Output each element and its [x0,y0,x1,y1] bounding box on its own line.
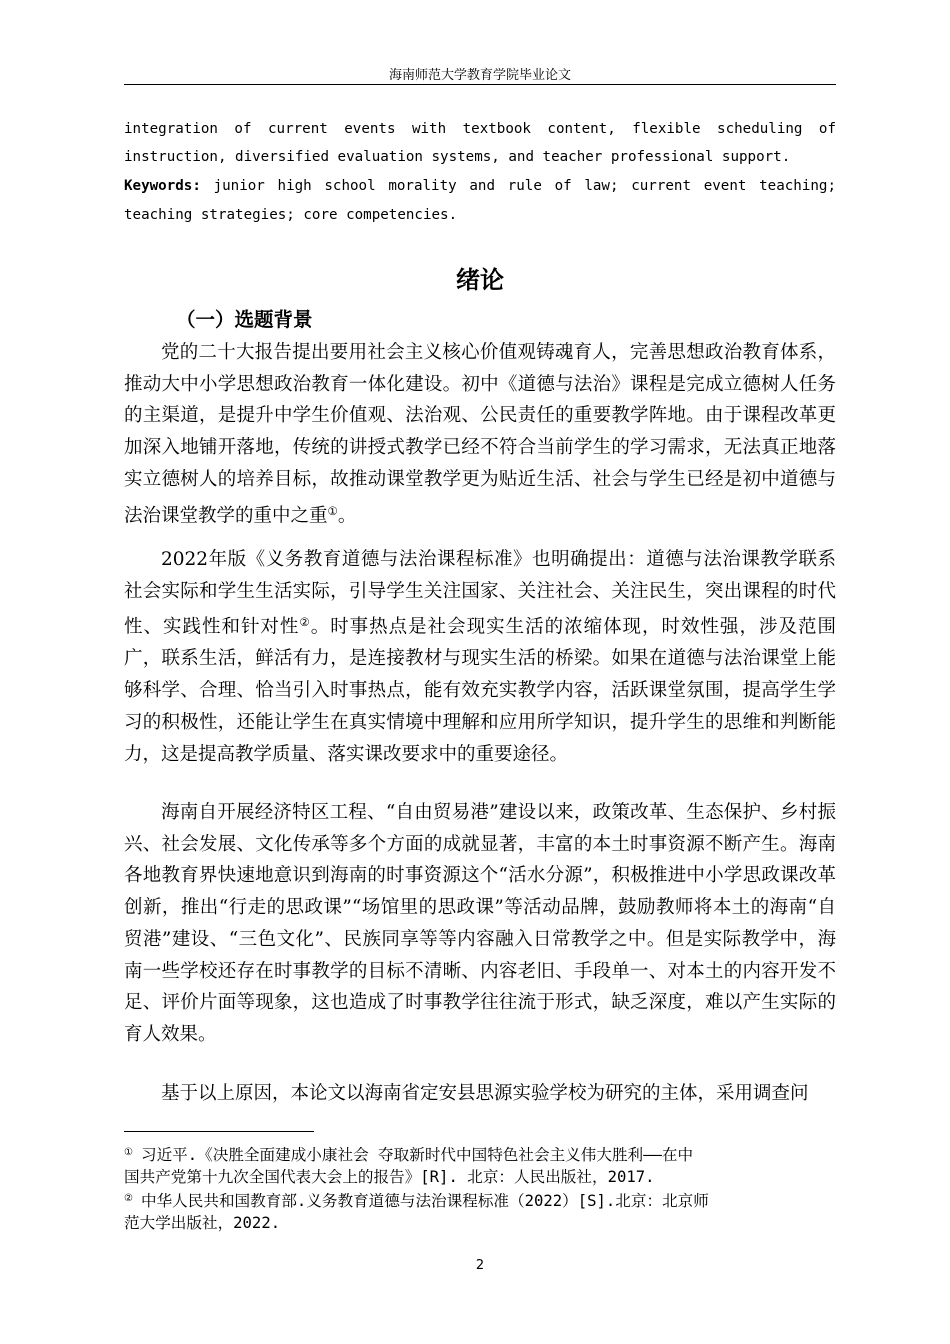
footnote-line: 国共产党第十九次全国代表大会上的报告》[R]. 北京：人民出版社，2017. [124,1168,655,1186]
keywords-line: teaching strategies; core competencies. [124,207,458,223]
keywords-label: Keywords: [124,178,201,194]
footnote-line [124,1187,836,1211]
footnote-line: 范大学出版社，2022. [124,1214,281,1232]
page-number: 2 [475,1258,485,1273]
footnote-mark: ② [124,1193,133,1204]
keywords-line [124,176,836,196]
keywords-text: junior high school morality and rule of law; current event teaching; [213,178,836,194]
body-paragraph [124,544,836,796]
paragraph-text: 党的二十大报告提出要用社会主义核心价值观铸魂育人，完善思想政治教育体系，推动大中小学思想政治教育一体化建设。初中《道德与法治》课程是完成立德树人任务的主渠道，是提升中学生价值观、法治观、公民责任的重要教学阵地。由于课程改革更加深入地铺开落地，传统的讲授式教学已经不符合当前学生的学习需求，无法真正地落实立德树人的培养目标，故推动课堂教学更为贴近生活、社会与学生已经是初中道德与法治课堂教学的重中之重 [124,342,836,526]
abstract-line: instruction, diversified evaluation systems, and teacher professional support. [124,149,791,165]
footnote-text: 习近平.《决胜全面建成小康社会 夺取新时代中国特色社会主义伟大胜利——在中 [140,1146,694,1164]
footnote-line [124,1141,836,1165]
body-paragraph: 基于以上原因，本论文以海南省定安县思源实验学校为研究的主体，采用调查问 [161,1083,809,1104]
body-paragraph [124,337,836,543]
body-paragraph: 海南自开展经济特区工程、“自由贸易港”建设以来，政策改革、生态保护、乡村振兴、社会发展、文化传承等多个方面的成就显著，丰富的本土时事资源不断产生。海南各地教育界快速地意识到海南的时事资源这个“活水分源”，积极推进中小学思政课改革创新，推出“行走的思政课”“场馆里的思政课”等活动品牌，鼓励教师将本土的海南“自贸港”建设、“三色文化”、民族同享等等内容融入日常教学之中。但是实际教学中，海南一些学校还存在时事教学的目标不清晰、内容老旧、手段单一、对本土的内容开发不足、评价片面等现象，这也造成了时事教学往往流于形式，缺乏深度，难以产生实际的育人效果。 [124,802,836,1045]
paragraph-text: 2022年版《义务教育道德与法治课程标准》也明确提出：道德与法治课教学联系社会实际和学生生活实际，引导学生关注国家、关注社会、关注民生，突出课程的时代性、实践性和针对性 [124,549,836,638]
running-header: 海南师范大学教育学院毕业论文 [388,68,571,83]
footnote-rule [124,1131,314,1132]
section-title: 绪论 [456,266,504,294]
paragraph-text: 。 [337,504,357,526]
footnote-ref: ① [327,503,338,518]
abstract-line: integration of current events with textbook content, flexible scheduling of [124,121,836,137]
footnote-mark: ① [124,1147,133,1158]
footnote-text: 中华人民共和国教育部.义务教育道德与法治课程标准（2022）[S].北京：北京师 [140,1192,709,1210]
footnote-ref: ② [299,615,311,630]
section-subtitle: （一）选题背景 [176,308,313,331]
paragraph-text: 。时事热点是社会现实生活的浓缩体现，时效性强，涉及范围广，联系生活，鲜活有力，是连接教材与现实生活的桥梁。如果在道德与法治课堂上能够科学、合理、恰当引入时事热点，能有效充实教学内容，活跃课堂氛围，提高学生学习的积极性，还能让学生在真实情境中理解和应用所学知识，提升学生的思维和判断能力，这是提高教学质量、落实课改要求中的重要途径。 [124,616,836,765]
header-rule [124,84,836,85]
